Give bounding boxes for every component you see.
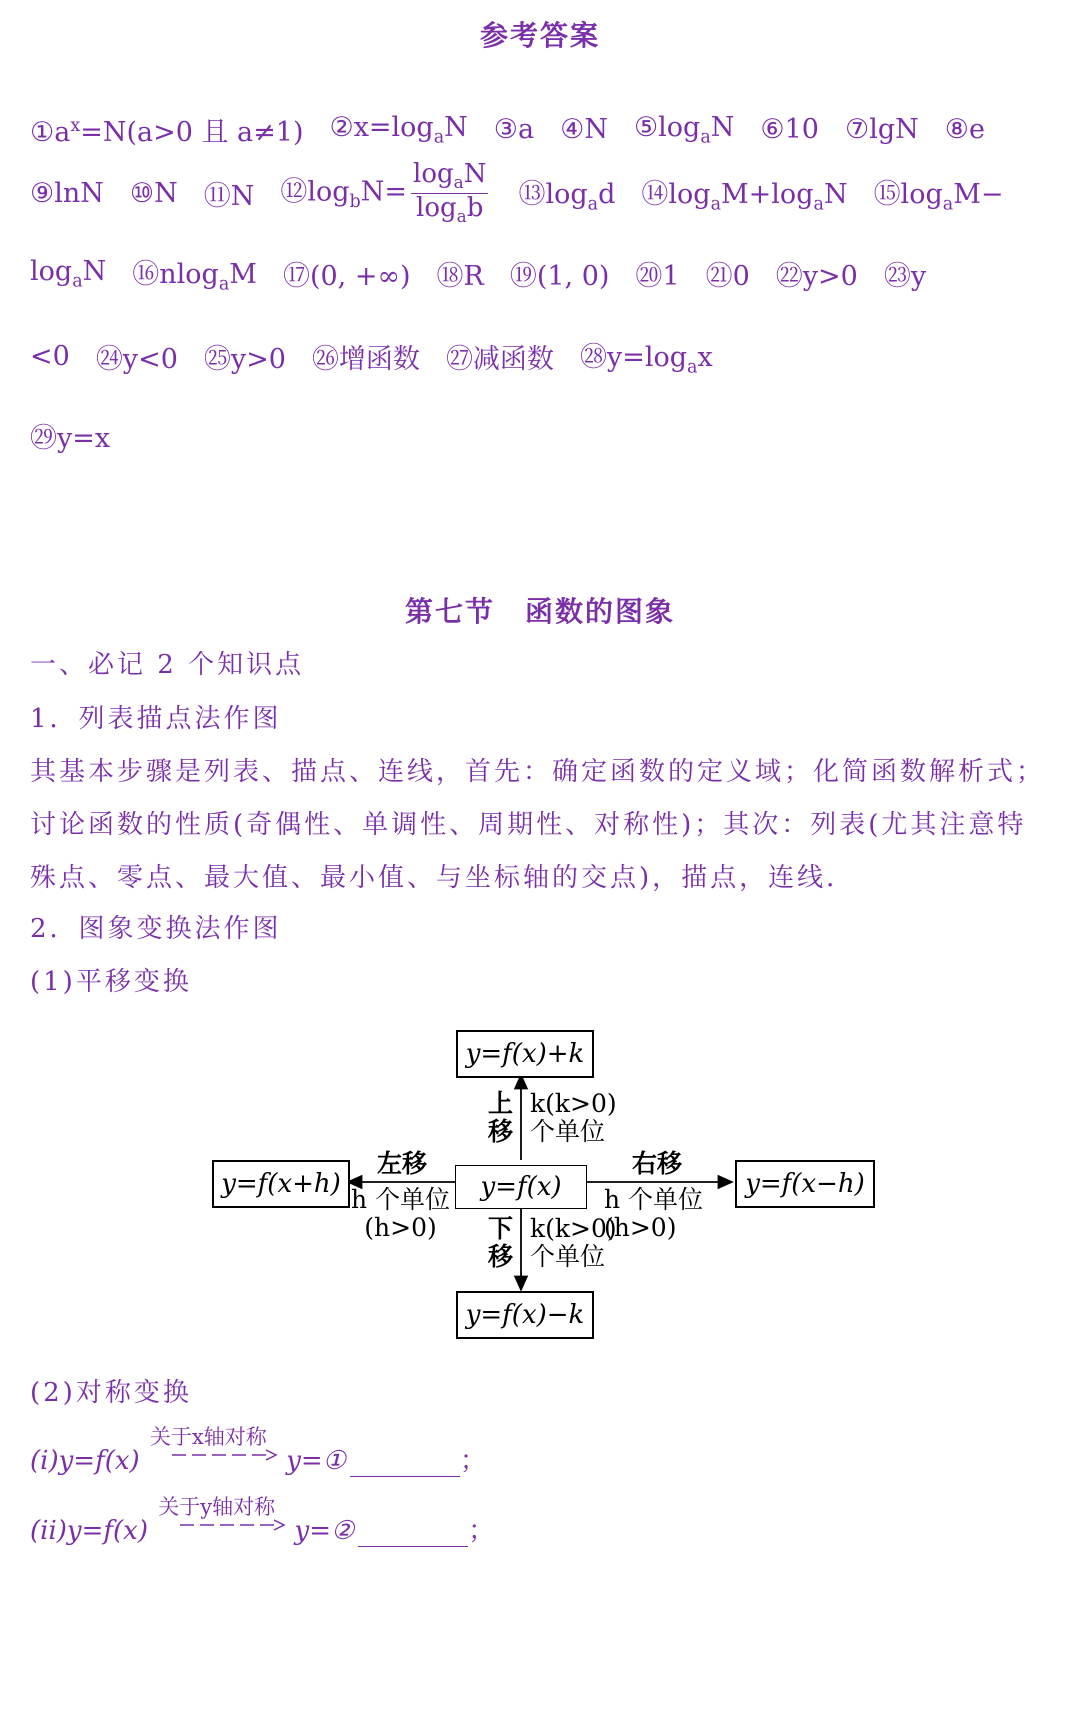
answer-row-3: $\log_aN$ ⑯nlog$_a$M ⑰(0, +∞) ⑱R ⑲(1, 0) ⑳1 ㉑0 ㉒y>0 ㉓y	[30, 255, 927, 295]
down-desc: k(k>0) 个单位	[530, 1214, 617, 1271]
top-function-box: y=f(x)+k	[456, 1030, 594, 1078]
answer-row-1: $①a^x=N(a>0$ 且 a≠1) $②x=\log_aN$ ③a ④N $⑤\log_aN$ ⑥10 ⑦lgN ⑧e	[30, 111, 985, 148]
answer-blank-1[interactable]	[350, 1476, 460, 1477]
arrow-icon	[156, 1519, 286, 1531]
right-function-box: y=f(x−h)	[735, 1160, 875, 1208]
left-label: 左移	[377, 1149, 428, 1178]
answer-row-2: ⑨lnN ⑩N ⑪N $⑫\log_bN=$ $\frac{\log_aN}{\log_ab}$ $⑬\log_ad$ $⑭\log_aM+\log_aN$ $⑮\log_aM-$	[30, 159, 1004, 226]
left-function-box: y=f(x+h)	[212, 1160, 350, 1208]
log-fraction: $\frac{\log_aN}{\log_ab}$	[413, 159, 487, 226]
section-title: 第七节 函数的图象	[404, 595, 675, 628]
right-label: 右移	[632, 1149, 683, 1178]
answer-row-4: <0 ㉔y<0 ㉕y>0 ㉖增函数 ㉗减函数 $㉘y=\log_ax$	[30, 340, 713, 378]
paragraph-line-2: 讨论函数的性质(奇偶性、单调性、周期性、对称性)；其次：列表(尤其注意特	[30, 810, 1027, 840]
symmetry-line-1: (ⅰ)y=f(x) 关于x轴对称 y=① ；	[30, 1425, 486, 1476]
right-desc: h 个单位 (h>0)	[604, 1185, 704, 1242]
x-axis-arrow: 关于x轴对称	[148, 1447, 278, 1477]
down-label: 下 移	[488, 1214, 514, 1271]
arrow-icon	[148, 1449, 278, 1461]
y-axis-arrow: 关于y轴对称	[156, 1517, 286, 1547]
heading-transform: 2．图象变换法作图	[30, 914, 282, 944]
bottom-function-box: y=f(x)−k	[456, 1291, 594, 1339]
answer-title: 参考答案	[479, 19, 600, 52]
answer-blank-2[interactable]	[358, 1546, 468, 1547]
answer-row-5: ㉙y=x	[30, 423, 111, 454]
center-function-box: y=f(x)	[455, 1165, 587, 1209]
heading-symmetry: (2)对称变换	[30, 1378, 192, 1408]
paragraph-line-1: 其基本步骤是列表、描点、连线，首先：确定函数的定义域；化简函数解析式；	[30, 757, 1046, 787]
left-desc: h 个单位 (h>0)	[351, 1185, 451, 1242]
up-label: 上 移	[488, 1089, 514, 1146]
heading-knowledge: 一、必记 2 个知识点	[30, 650, 305, 680]
heading-list-plot: 1．列表描点法作图	[30, 704, 282, 734]
paragraph-line-3: 殊点、零点、最大值、最小值、与坐标轴的交点)，描点，连线．	[30, 863, 856, 893]
up-desc: k(k>0) 个单位	[530, 1089, 617, 1146]
symmetry-line-2: (ⅱ)y=f(x) 关于y轴对称 y=② ；	[30, 1495, 495, 1546]
heading-translation: (1)平移变换	[30, 967, 192, 997]
